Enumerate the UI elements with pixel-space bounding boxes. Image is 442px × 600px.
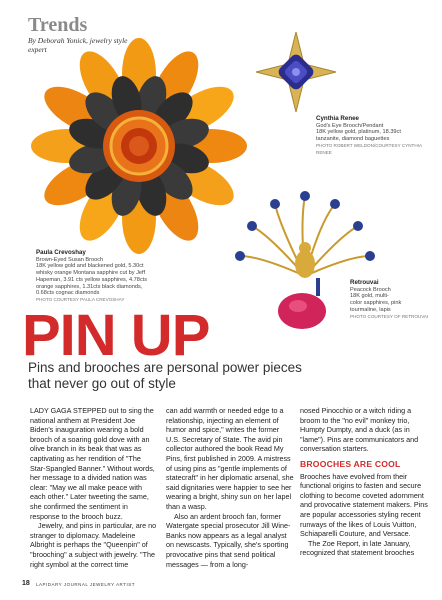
- caption-name: Retrouvai: [350, 279, 379, 286]
- caption-credit: PHOTO COURTESY OF RETROUVAI: [350, 313, 429, 319]
- caption-line: Peacock Brooch: [350, 286, 391, 293]
- caption-credit: PHOTO ROBERT WELDON/COURTESY CYNTHIA RENEE: [316, 142, 422, 155]
- star-brooch-image: [254, 30, 338, 114]
- body-column-2: [166, 406, 294, 569]
- paragraph: nosed Pinocchio or a witch riding a broom to the "no evil" monkey trio, Humpty Dumpty, and a duck (as in "lame"). Pins are communicators and conversation starters.: [300, 406, 419, 454]
- running-footer: LAPIDARY JOURNAL JEWELRY ARTIST: [36, 582, 135, 587]
- caption-credit: PHOTO COURTESY PAULA CREVOSHAY: [36, 296, 125, 302]
- body-column-3: [300, 406, 428, 558]
- caption-name: Cynthia Renee: [316, 115, 359, 122]
- caption-line: Hapeman, 3.91 cts yellow sapphires, 4.78cts: [36, 276, 148, 283]
- caption-line: 18K gold, multi-: [350, 293, 389, 300]
- byline: By Deborah Yonick, jewelry style expert: [28, 36, 128, 54]
- caption-paula-crevoshay: [36, 250, 196, 304]
- caption-line: 18K yellow gold, platinum, 18.39ct: [316, 129, 401, 136]
- paragraph: LADY GAGA STEPPED out to sing the national anthem at President Joe Biden's inauguration wearing a bold brooch of a soaring gold dove with an olive branch in its beak that was as captivating as her rendition of "The Star-Spangled Banner." Without words, her message to a divided nation was clear: "May we all make peace with each other." Later tweeting the same, she confirmed the sentiment in response to the brooch buzz.: [30, 406, 155, 521]
- caption-line: 18K yellow gold and blackened gold, 5.30ct: [36, 263, 144, 270]
- headline-part2: UP: [115, 303, 210, 368]
- section-title: Trends: [28, 14, 88, 36]
- deck: Pins and brooches are personal power pieces that never go out of style: [28, 360, 302, 391]
- caption-name: Paula Crevoshay: [36, 249, 86, 256]
- page-number: 18: [22, 580, 30, 587]
- caption-line: God's Eye Brooch/Pendant: [316, 122, 384, 129]
- sunflower-brooch-image: [28, 34, 250, 256]
- headline-part1: PIN: [22, 303, 116, 368]
- paragraph: Brooches have evolved from their functional origins to fasten and secure clothing to become coveted adornment and provocative statement makers. Pins are popular accessories styling recent runways of the likes of Louis Vuitton, Schiaparelli Couture, and Versace.: [300, 471, 428, 539]
- paragraph: Also an ardent brooch fan, former Watergate special prosecutor Jill Wine-Banks now appears as a legal analyst on newscasts. Typically, she's sporting provocative pins that send political messages — from a long-: [166, 511, 291, 569]
- caption-line: tanzanite, diamond baguettes: [316, 136, 390, 143]
- paragraph: Jewelry, and pins in particular, are no stranger to diplomacy. Madeleine Albright is perhaps the "Queenpin" of "brooching" a subject with jewelry. "The right symbol at the correct time: [30, 521, 157, 569]
- subhead: BROOCHES ARE COOL: [300, 458, 401, 469]
- headline: [22, 302, 209, 369]
- caption-line: color sapphires, pink: [350, 300, 402, 307]
- caption-line: orange sapphires, 1.31cts black diamonds,: [36, 283, 143, 290]
- caption-retrouvai: [350, 280, 430, 320]
- caption-line: 0.68cts cognac diamonds: [36, 290, 100, 297]
- caption-line: tourmaline, lapis: [350, 306, 391, 313]
- paragraph: can add warmth or needed edge to a relationship, injecting an element of humor and spice," writes the former U.S. Secretary of State. The avid pin collector authored the book Read My Pins, first published in 2009. A mistress of using pins as "gentle implements of statecraft" in her diplomatic arsenal, she said dignitaries were happier to see her wearing a bright, shiny sun on her lapel than a wasp.: [166, 406, 294, 511]
- paragraph: The Zoe Report, in late January, recognized that statement brooches: [300, 538, 415, 558]
- caption-line: Brown-Eyed Susan Brooch: [36, 256, 104, 263]
- caption-cynthia-renee: [316, 116, 424, 156]
- caption-line: whisky orange Montana sapphire cut by Jeff: [36, 270, 146, 277]
- body-column-1: [30, 406, 158, 569]
